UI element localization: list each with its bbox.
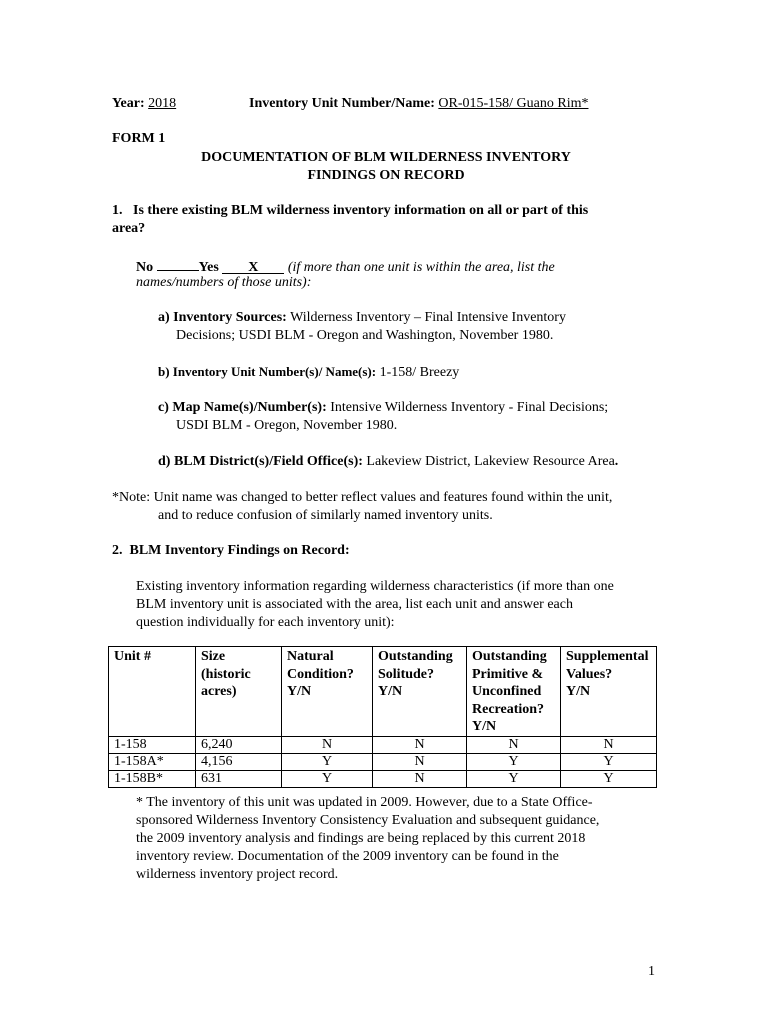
cell-solitude: N xyxy=(373,770,467,787)
yes-mark: X xyxy=(222,259,284,274)
unit-label: Inventory Unit Number/Name: xyxy=(249,96,435,111)
item-c xyxy=(158,399,608,417)
cell-recreation: Y xyxy=(467,753,561,770)
item-b-label: b) Inventory Unit Number(s)/ Name(s): xyxy=(158,364,377,379)
item-d-label: d) BLM District(s)/Field Office(s): xyxy=(158,454,363,469)
header-size-cell: Size (historic acres) xyxy=(196,647,282,737)
header-year xyxy=(112,95,176,113)
yes-label: Yes xyxy=(198,260,219,275)
header-natural-cell: Natural Condition? Y/N xyxy=(282,647,373,737)
cell-unit: 1-158B* xyxy=(109,770,196,787)
cell-natural: N xyxy=(282,736,373,753)
item-a-label: a) Inventory Sources: xyxy=(158,310,287,325)
q2-heading: 2. BLM Inventory Findings on Record: xyxy=(112,543,350,558)
form-label: FORM 1 xyxy=(112,131,166,146)
q1-line-1: 1. Is there existing BLM wilderness inventory information on all or part of this xyxy=(112,203,589,218)
table-row xyxy=(109,753,657,770)
cell-size: 4,156 xyxy=(196,753,282,770)
item-a-text-2: Decisions; USDI BLM - Oregon and Washington, November 1980. xyxy=(176,328,554,343)
cell-unit: 1-158A* xyxy=(109,753,196,770)
item-d xyxy=(158,453,618,471)
note-line-2: and to reduce confusion of similarly named inventory units. xyxy=(158,508,493,523)
cell-solitude: N xyxy=(373,753,467,770)
item-a xyxy=(158,309,566,327)
item-b xyxy=(158,363,459,382)
cell-supplemental: Y xyxy=(561,770,657,787)
header-supplemental-cell: Supplemental Values? Y/N xyxy=(561,647,657,737)
header-recreation-cell: Outstanding Primitive & Unconfined Recreation? Y/N xyxy=(467,647,561,737)
title-line-2: FINDINGS ON RECORD xyxy=(307,168,465,183)
cell-natural: Y xyxy=(282,753,373,770)
q2-intro-2: BLM inventory unit is associated with the area, list each unit and answer each xyxy=(136,597,573,612)
cell-size: 631 xyxy=(196,770,282,787)
footnote-line-3: the 2009 inventory analysis and findings are being replaced by this current 2018 xyxy=(136,831,586,846)
cell-recreation: Y xyxy=(467,770,561,787)
item-a-text-1: Wilderness Inventory – Final Intensive Inventory xyxy=(290,310,566,325)
q1-line-2: area? xyxy=(112,221,146,236)
item-d-end: . xyxy=(614,454,619,469)
cell-recreation: N xyxy=(467,736,561,753)
cell-supplemental: N xyxy=(561,736,657,753)
unit-value: OR-015-158/ Guano Rim* xyxy=(438,96,589,111)
table-row xyxy=(109,736,657,753)
q2-intro-3: question individually for each inventory unit): xyxy=(136,615,395,630)
cell-supplemental: Y xyxy=(561,753,657,770)
q1-note-2: names/numbers of those units): xyxy=(136,275,312,290)
footnote-line-2: sponsored Wilderness Inventory Consistency Evaluation and subsequent guidance, xyxy=(136,813,600,828)
year-value: 2018 xyxy=(148,96,177,111)
header-solitude-cell: Outstanding Solitude? Y/N xyxy=(373,647,467,737)
table-row xyxy=(109,770,657,787)
item-c-text-1: Intensive Wilderness Inventory - Final Decisions; xyxy=(330,400,609,415)
q1-note-1: (if more than one unit is within the area, list the xyxy=(287,260,555,275)
table-header-row xyxy=(109,647,657,737)
inventory-table xyxy=(108,646,657,788)
q2-intro-1: Existing inventory information regarding wilderness characteristics (if more than one xyxy=(136,579,614,594)
no-label: No xyxy=(136,260,154,275)
header-unit-cell: Unit # xyxy=(109,647,196,737)
cell-solitude: N xyxy=(373,736,467,753)
cell-natural: Y xyxy=(282,770,373,787)
item-b-text: 1-158/ Breezy xyxy=(379,365,460,380)
footnote-line-4: inventory review. Documentation of the 2009 inventory can be found in the xyxy=(136,849,559,864)
cell-size: 6,240 xyxy=(196,736,282,753)
item-c-label: c) Map Name(s)/Number(s): xyxy=(158,400,327,415)
header-unit xyxy=(249,95,588,113)
footnote-line-1: * The inventory of this unit was updated in 2009. However, due to a State Office- xyxy=(136,795,593,810)
cell-unit: 1-158 xyxy=(109,736,196,753)
item-d-text: Lakeview District, Lakeview Resource Area xyxy=(366,454,615,469)
item-c-text-2: USDI BLM - Oregon, November 1980. xyxy=(176,418,398,433)
no-blank xyxy=(157,256,199,271)
year-label: Year: xyxy=(112,96,145,111)
page-number: 1 xyxy=(648,964,655,979)
footnote-line-5: wilderness inventory project record. xyxy=(136,867,339,882)
note-line-1: *Note: Unit name was changed to better reflect values and features found within the unit, xyxy=(112,490,613,505)
title-line-1: DOCUMENTATION OF BLM WILDERNESS INVENTORY xyxy=(201,150,571,165)
